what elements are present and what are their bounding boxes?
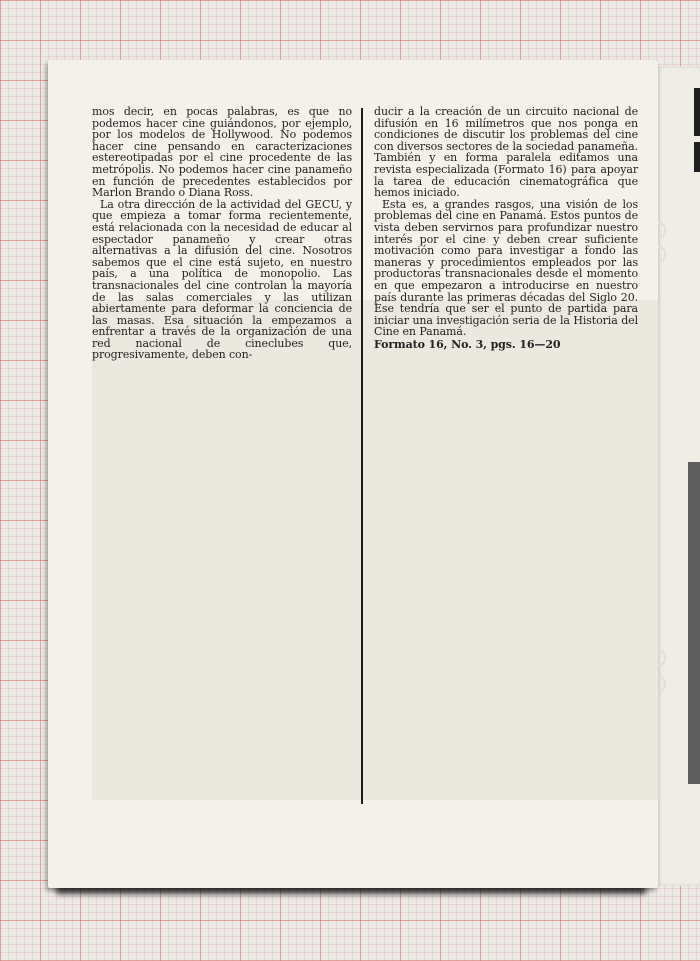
left-column <box>92 106 352 361</box>
citation: Formato 16, No. 3, pgs. 16—20 <box>374 337 561 351</box>
next-page-heading-bar <box>694 142 700 172</box>
paragraph: ducir a la creación de un circuito nacional de difusión en 16 milímetros que nos ponga en condiciones de discutir los problemas del cine con diversos sectores de la sociedad panameña. También y en forma paralela editamos una revista especializada (Formato 16) para apoyar la tarea de educación cinematográfica que hemos iniciado. <box>374 105 638 200</box>
right-column <box>374 106 638 350</box>
next-page-photo <box>688 462 700 784</box>
paragraph: mos decir, en pocas palabras, es que no podemos hacer cine guiándonos, por ejemplo, por los modelos de Hollywood. No podemos hacer cine pensando en caracterizaciones estereotipadas por el cine procedente de las metrópolis. No podemos hacer cine panameño en función de precedentes establecidos por Marlon Brando o Diana Ross. <box>92 105 352 200</box>
column-divider <box>361 108 363 804</box>
paragraph: La otra dirección de la actividad del GECU, y que empieza a tomar forma recientemente, está relacionada con la necesidad de educar al espectador panameño y crear otras alternativas a la difusión del cine. Nosotros sabemos que el cine está sujeto, en nuestro país, a una política de monopolio. Las transnacionales del cine controlan la mayoría de las salas comerciales y las utilizan abiertamente para deformar la conciencia de las masas. Esa situación la empezamos a enfrentar a través de la organización de una red nacional de cineclubes que, progresivamente, deben con- <box>92 197 352 362</box>
show-through-region <box>92 300 658 800</box>
next-page-heading-bar <box>694 88 700 136</box>
paragraph: Esta es, a grandes rasgos, una visión de los problemas del cine en Panamá. Estos puntos de vista deben servirnos para profundizar nuestro interés por el cine y deben crear suficiente motivación como para investigar a fondo las maneras y procedimientos empleados por las productoras transnacionales desde el momento en que empezaron a introducirse en nuestro país durante las primeras décadas del Siglo 20. Ese tendría que ser el punto de partida para iniciar una investigación seria de la Historia del Cine en Panamá. <box>374 197 638 339</box>
